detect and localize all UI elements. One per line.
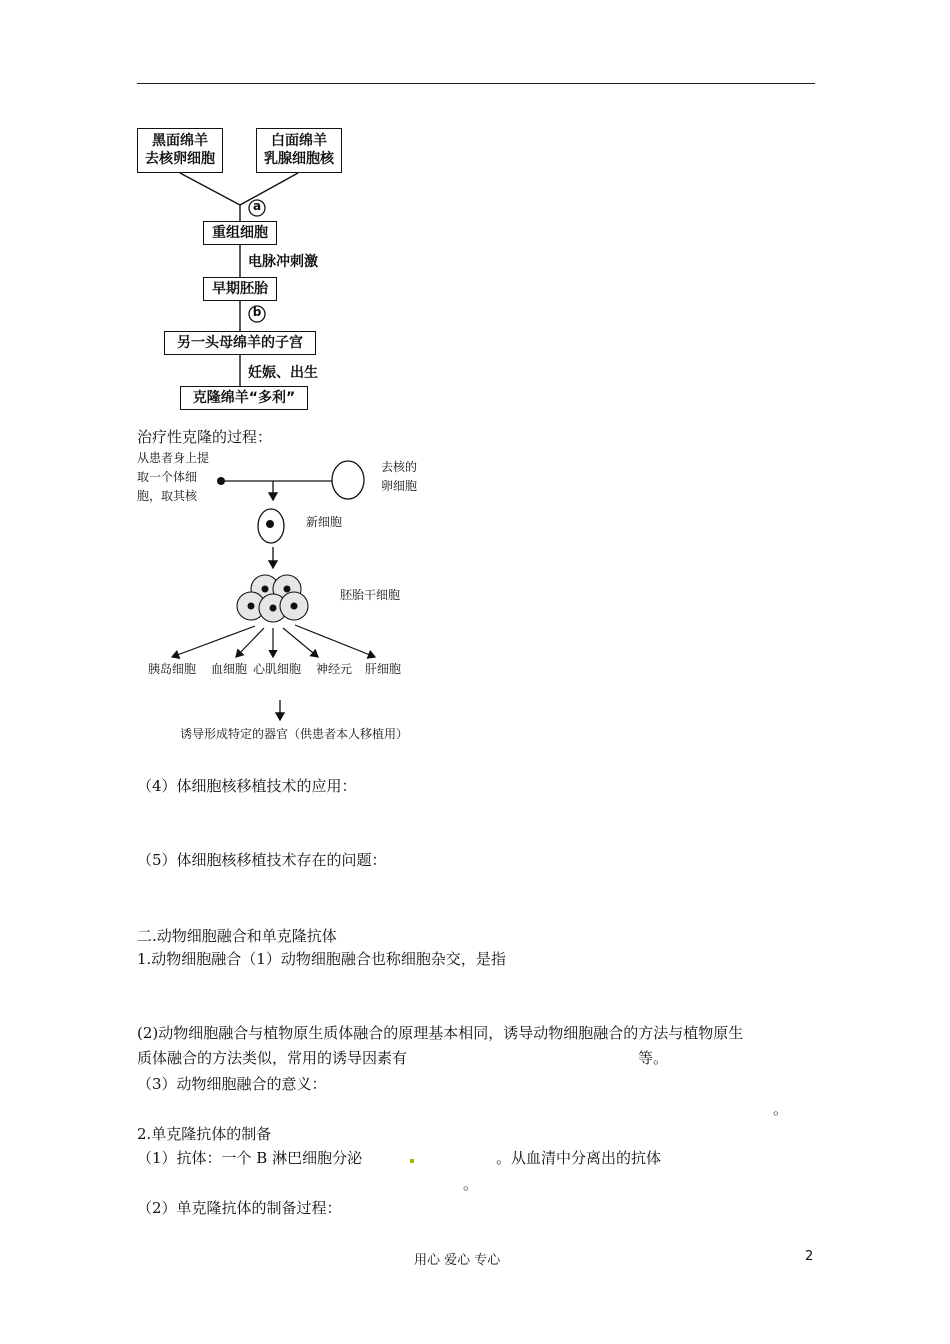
step-birth-label: 妊娠、出生	[248, 365, 318, 381]
mark-b: b	[252, 305, 262, 319]
patient-cell-text	[137, 449, 209, 506]
fusion-significance-end: 。	[773, 1100, 789, 1118]
cell-type-cardiac: 心肌细胞	[253, 662, 302, 676]
cell-type-islet: 胰岛细胞	[148, 662, 197, 676]
new-cell-label: 新细胞	[306, 515, 343, 529]
cell-type-blood: 血细胞	[211, 662, 248, 676]
antibody-def-end: 。	[463, 1175, 479, 1193]
antibody-def-part2: 。从血清中分离出的抗体	[496, 1149, 662, 1167]
enucleated-egg-line1: 去核的	[381, 460, 418, 474]
fusion-significance: （3）动物细胞融合的意义：	[137, 1075, 327, 1093]
question-5: （5）体细胞核移植技术存在的问题：	[137, 851, 387, 869]
organ-label: 诱导形成特定的器官（供患者本人移植用）	[180, 727, 409, 741]
antibody-def-part1: （1）抗体：一个 B 淋巴细胞分泌	[137, 1149, 363, 1167]
footer-text: 用心 爱心 专心	[414, 1253, 501, 1268]
enucleated-egg-line2: 卵细胞	[381, 479, 418, 493]
monoclonal-heading: 2.单克隆抗体的制备	[137, 1125, 272, 1143]
patient-cell-line3: 胞，取其核	[137, 489, 198, 503]
reconstructed-cell-box: 重组细胞	[203, 221, 277, 245]
donor-egg-line2: 去核卵细胞	[145, 151, 215, 167]
section-2-heading: 二.动物细胞融合和单克隆抗体	[137, 927, 337, 945]
early-embryo-box: 早期胚胎	[203, 277, 277, 301]
donor-nucleus-line2: 乳腺细胞核	[264, 151, 334, 167]
mark-a: a	[252, 199, 262, 213]
fusion-method-end: 等。	[638, 1049, 669, 1067]
preparation-process: （2）单克隆抗体的制备过程：	[137, 1199, 342, 1217]
donor-egg-line1: 黑面绵羊	[152, 133, 208, 149]
question-4: （4）体细胞核移植技术的应用：	[137, 777, 357, 795]
fusion-method-line1: (2)动物细胞融合与植物原生质体融合的原理基本相同，诱导动物细胞融合的方法与植物原生	[137, 1024, 744, 1042]
step-pulse-label: 电脉冲刺激	[248, 254, 318, 270]
patient-cell-line1: 从患者身上提	[137, 451, 210, 465]
enucleated-egg-text	[381, 458, 417, 496]
stem-cells-label: 胚胎干细胞	[340, 588, 401, 602]
yellow-dot-mark	[410, 1159, 414, 1163]
fusion-method-line2: 质体融合的方法类似，常用的诱导因素有	[137, 1049, 408, 1067]
surrogate-box: 另一头母绵羊的子宫	[164, 331, 316, 355]
cell-type-liver: 肝细胞	[365, 662, 402, 676]
result-box: 克隆绵羊“多利”	[180, 386, 308, 410]
page-number: 2	[805, 1249, 814, 1264]
fusion-definition: 1.动物细胞融合（1）动物细胞融合也称细胞杂交，是指	[137, 950, 506, 968]
patient-cell-line2: 取一个体细	[137, 470, 198, 484]
donor-nucleus-line1: 白面绵羊	[271, 133, 327, 149]
therapeutic-title: 治疗性克隆的过程：	[137, 428, 273, 446]
cell-type-neuron: 神经元	[316, 662, 353, 676]
